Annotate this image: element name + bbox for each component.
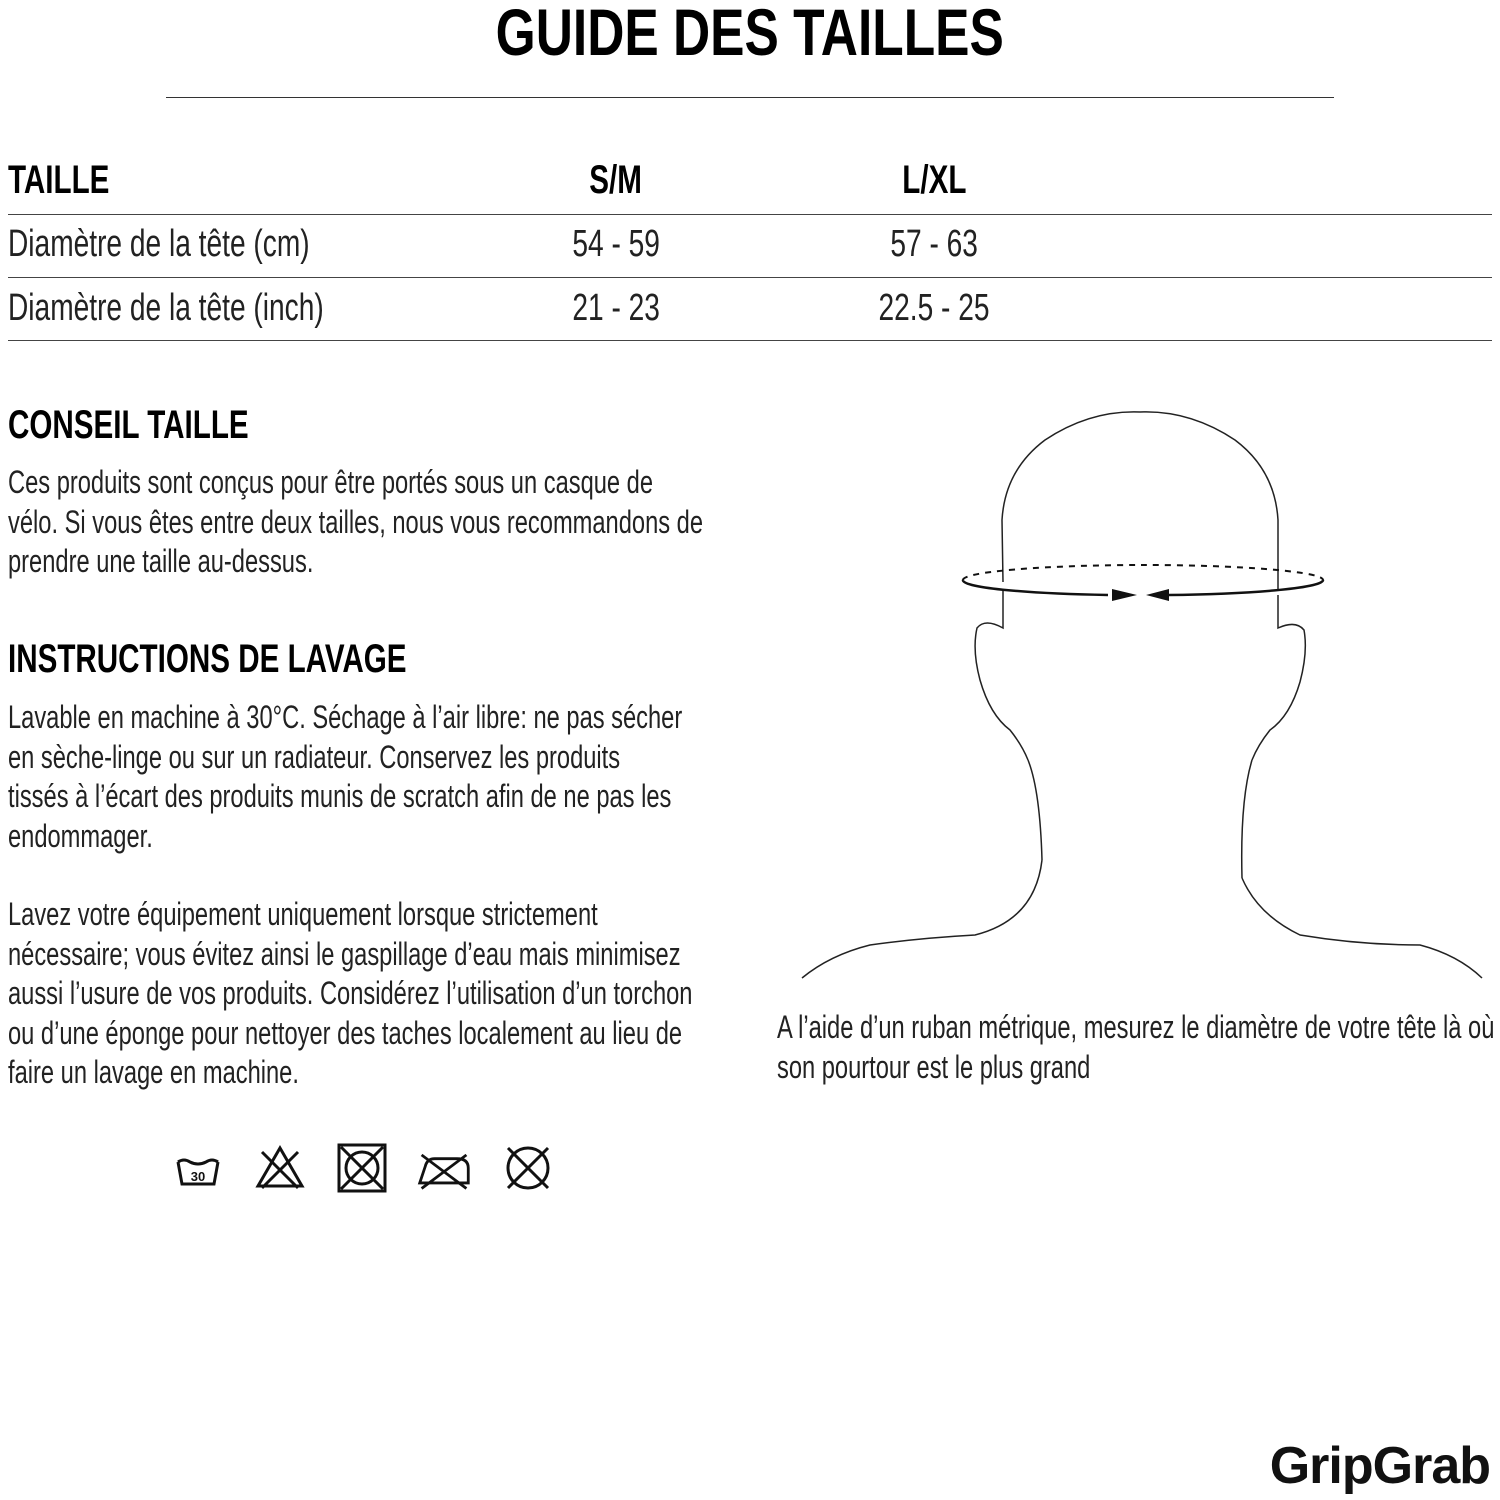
section-heading-lavage: INSTRUCTIONS DE LAVAGE [8,637,407,681]
table-cell-cm-lxl: 57 - 63 [890,223,978,265]
page-title: GUIDE DES TAILLES [495,0,1005,69]
brand-logo: GripGrab [1269,1437,1490,1495]
lavage-text-1: Lavable en machine à 30°C. Séchage à l’air libre: ne pas sécher en sèche-linge ou sur un radiateur. Conservez les produits tissés à l’écart des produits munis de scratch afin de ne pas les endommager. [8,699,683,854]
measuring-tape [963,565,1323,601]
table-header-label: TAILLE [8,158,110,202]
title-divider [166,97,1334,98]
table-cell-cm-sm: 54 - 59 [572,223,660,265]
section-heading-conseil: CONSEIL TAILLE [8,403,249,447]
table-cell-inch-sm: 21 - 23 [572,287,660,329]
head-measurement-illustration [780,400,1500,1000]
no-iron-icon [416,1140,472,1196]
lavage-text-2: Lavez votre équipement uniquement lorsque strictement nécessaire; vous évitez ainsi le gaspillage d’eau mais minimisez aussi l’usure de vos produits. Considérez l’utilisation d’un torchon ou d’une éponge pour nettoyer des taches localement au lieu de faire un lavage en machine. [8,896,693,1090]
table-cell-inch-lxl: 22.5 - 25 [878,287,990,329]
wash-temperature-label: 30 [190,1169,206,1184]
table-divider [8,277,1492,278]
no-bleach-icon [252,1140,308,1196]
table-header-lxl: L/XL [901,158,967,202]
arrow-left-icon [1146,589,1169,601]
conseil-text: Ces produits sont conçus pour être portés sous un casque de vélo. Si vous êtes entre deux tailles, nous vous recommandons de prendre une taille au-dessus. [8,464,703,579]
arrow-right-icon [1112,589,1137,601]
table-row-inch-label: Diamètre de la tête (inch) [8,287,324,329]
no-dry-clean-icon [500,1140,556,1196]
wash-30-icon [170,1140,226,1196]
no-tumble-dry-icon [334,1140,390,1196]
table-row-cm-label: Diamètre de la tête (cm) [8,223,310,265]
measurement-caption: A l’aide d’un ruban métrique, mesurez le diamètre de votre tête là où son pourtour est le plus grand [777,1009,1495,1085]
table-divider [8,214,1492,215]
table-header-sm: S/M [589,158,643,202]
head-outline [802,412,1482,978]
table-divider [8,340,1492,341]
